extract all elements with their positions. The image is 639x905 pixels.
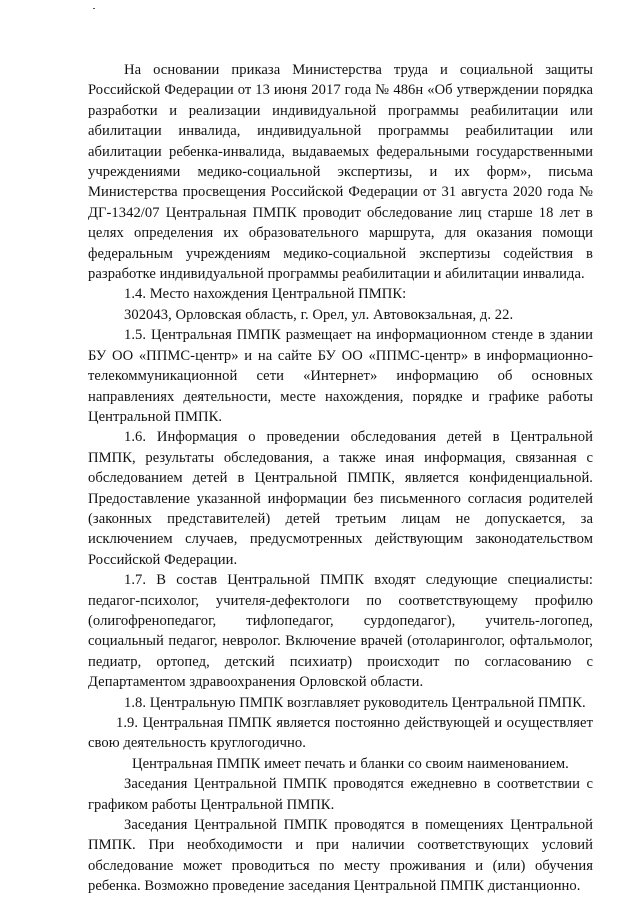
paragraph-1-9: 1.9. Центральная ПМПК является постоянно действующей и осуществляет свою деятельность круглогодично. — [88, 715, 593, 752]
paragraph-1-8: 1.8. Центральную ПМПК возглавляет руководитель Центральной ПМПК. — [124, 694, 586, 711]
paragraph-meetings-location: Заседания Центральной ПМПК проводятся в помещениях Центральной ПМПК. При необходимости и при наличии соответствующих условий обследование может проводиться по месту проживания и (или) обучения ребенка. Возможно проведение заседания Центральной ПМПК дистанционно. — [88, 817, 593, 895]
paragraph-1-4: 1.4. Место нахождения Центральной ПМПК: — [124, 286, 407, 303]
scan-speck — [93, 8, 95, 9]
paragraph-1-6: 1.6. Информация о проведении обследования детей в Центральной ПМПК, результаты обследования, а также иная информация, связанная с обследованием детей в Центральной ПМПК, является конфиденциальной. Предоставление указанной информации без письменного согласия родителей (законных представителей) детей третьим лицам не допускается, за исключением случаев, предусмотренных действующим законодательством Российской Федерации. — [88, 429, 593, 568]
document-body — [88, 60, 593, 897]
paragraph-meetings-schedule: Заседания Центральной ПМПК проводятся ежедневно в соответствии с графиком работы Центральной ПМПК. — [88, 776, 593, 813]
paragraph-address: 302043, Орловская область, г. Орел, ул. Автовокзальная, д. 22. — [124, 306, 514, 323]
paragraph-seal: Центральная ПМПК имеет печать и бланки со своим наименованием. — [132, 755, 569, 772]
paragraph-1-5: 1.5. Центральная ПМПК размещает на информационном стенде в здании БУ ОО «ППМС-центр» и на сайте БУ ОО «ППМС-центр» в информационно-телекоммуникационной сети «Интернет» информацию об основных направлениях деятельности, месте нахождения, порядке и графике работы Центральной ПМПК. — [88, 327, 593, 425]
paragraph-preamble: На основании приказа Министерства труда и социальной защиты Российской Федерации от 13 июня 2017 года № 486н «Об утверждении порядка разработки и реализации индивидуальной программы реабилитации или абилитации инвалида, индивидуальной программы реабилитации или абилитации ребенка-инвалида, выдаваемых федеральными государственными учреждениями медико-социальной экспертизы, и их форм», письма Министерства просвещения Российской Федерации от 31 августа 2020 года № ДГ-1342/07 Центральная ПМПК проводит обследование лиц старше 18 лет в целях определения их образовательного маршрута, для оказания помощи федеральным учреждениям медико-социальной экспертизы содействия в разработке индивидуальной программы реабилитации и абилитации инвалида. — [88, 62, 593, 283]
paragraph-1-7: 1.7. В состав Центральной ПМПК входят следующие специалисты: педагог-психолог, учителя-дефектологи по соответствующему профилю (олигофренопедагог, тифлопедагог, сурдопедагог), учитель-логопед, социальный педагог, невролог. Включение врачей (отоларинголог, офтальмолог, педиатр, ортопед, детский психиатр) происходит по согласованию с Департаментом здравоохранения Орловской области. — [88, 572, 593, 691]
